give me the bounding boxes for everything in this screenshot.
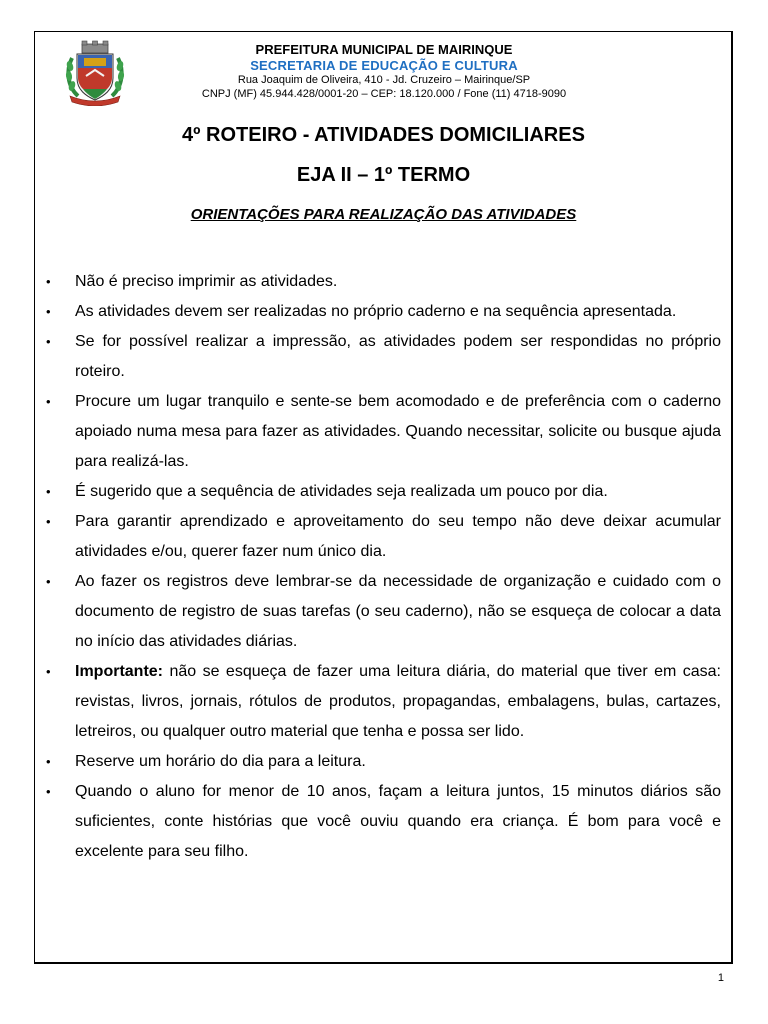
bullet-icon: • bbox=[46, 514, 51, 529]
bullet-icon: • bbox=[46, 664, 51, 679]
list-item bbox=[43, 777, 721, 867]
list-item bbox=[43, 507, 721, 567]
bullet-icon: • bbox=[46, 754, 51, 769]
list-item-text: As atividades devem ser realizadas no próprio caderno e na sequência apresentada. bbox=[75, 303, 677, 320]
document-subtitle: EJA II – 1º TERMO bbox=[296, 164, 471, 186]
important-label: Importante: bbox=[75, 663, 163, 680]
list-item bbox=[43, 567, 721, 657]
org-name: PREFEITURA MUNICIPAL DE MAIRINQUE bbox=[255, 42, 513, 57]
section-heading: ORIENTAÇÕES PARA REALIZAÇÃO DAS ATIVIDADES bbox=[190, 206, 577, 223]
list-item-text: Reserve um horário do dia para a leitura. bbox=[75, 753, 366, 770]
list-item-text: Para garantir aprendizado e aproveitamento do seu tempo não deve deixar acumular atividades e/ou, querer fazer num único dia. bbox=[75, 513, 721, 560]
cnpj-line: CNPJ (MF) 45.944.428/0001-20 – CEP: 18.120.000 / Fone (11) 4718-9090 bbox=[201, 88, 567, 100]
list-item bbox=[43, 477, 721, 507]
letterhead bbox=[130, 42, 638, 101]
bullet-icon: • bbox=[46, 304, 51, 319]
bullet-icon: • bbox=[46, 274, 51, 289]
list-item-text: Se for possível realizar a impressão, as atividades podem ser respondidas no próprio roteiro. bbox=[75, 333, 721, 380]
list-item bbox=[43, 657, 721, 747]
municipal-crest-icon bbox=[64, 40, 126, 106]
list-item-text: Procure um lugar tranquilo e sente-se bem acomodado e de preferência com o caderno apoiado numa mesa para fazer as atividades. Quando necessitar, solicite ou busque ajuda para realizá-las. bbox=[75, 393, 721, 470]
list-item bbox=[43, 327, 721, 387]
bullet-icon: • bbox=[46, 784, 51, 799]
secretaria-name: SECRETARIA DE EDUCAÇÃO E CULTURA bbox=[250, 58, 518, 73]
list-item bbox=[43, 387, 721, 477]
list-item bbox=[43, 267, 721, 297]
page-number: 1 bbox=[717, 972, 724, 984]
list-item-text: É sugerido que a sequência de atividades seja realizada um pouco por dia. bbox=[75, 483, 608, 500]
list-item-text: não se esqueça de fazer uma leitura diária, do material que tiver em casa: revistas, livros, jornais, rótulos de produtos, propagandas, embalagens, bulas, cartazes, letreiros, ou qualquer outro material que tenha e possa ser lido. bbox=[75, 663, 721, 740]
bullet-icon: • bbox=[46, 484, 51, 499]
list-item-text: Ao fazer os registros deve lembrar-se da necessidade de organização e cuidado com o documento de registro de suas tarefas (o seu caderno), não se esqueça de colocar a data no início das atividades diárias. bbox=[75, 573, 721, 650]
list-item bbox=[43, 297, 721, 327]
address: Rua Joaquim de Oliveira, 410 - Jd. Cruzeiro – Mairinque/SP bbox=[237, 74, 531, 86]
bullet-icon: • bbox=[46, 574, 51, 589]
list-item bbox=[43, 747, 721, 777]
bullet-icon: • bbox=[46, 334, 51, 349]
list-item-text: Quando o aluno for menor de 10 anos, façam a leitura juntos, 15 minutos diários são suficientes, conte histórias que você ouviu quando era criança. É bom para você e excelente para seu filho. bbox=[75, 783, 721, 860]
bullet-icon: • bbox=[46, 394, 51, 409]
instructions-list bbox=[43, 267, 721, 867]
list-item-text: Não é preciso imprimir as atividades. bbox=[75, 273, 338, 290]
document-title: 4º ROTEIRO - ATIVIDADES DOMICILIARES bbox=[182, 124, 585, 146]
